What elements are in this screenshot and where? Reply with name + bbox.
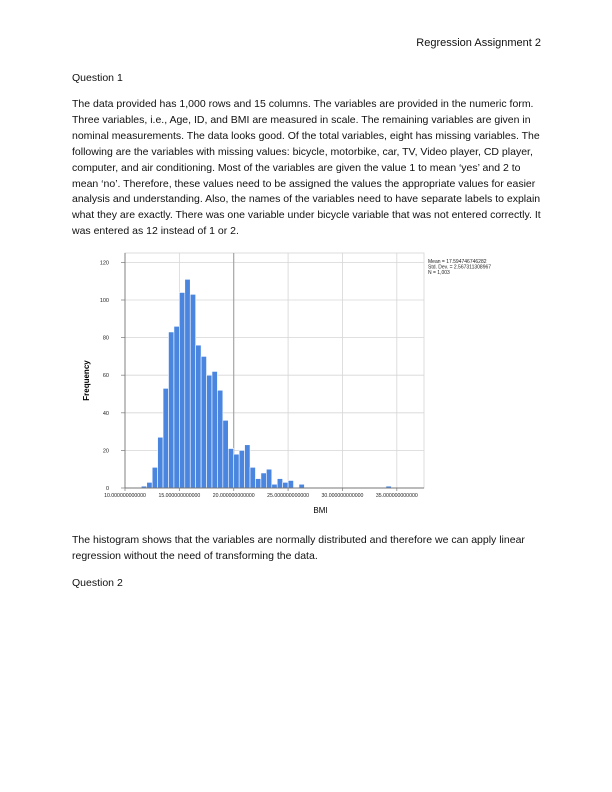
stats-line: N = 1,003 — [428, 270, 450, 277]
histogram-bar — [261, 473, 266, 488]
bmi-histogram — [72, 248, 492, 520]
stats-line: Mean = 17.5947467462​82 — [428, 259, 487, 265]
histogram-bar — [255, 479, 260, 488]
page-header: Regression Assignment 2 — [416, 37, 541, 49]
x-tick-label: 20.000000000000 — [212, 493, 255, 499]
conclusion-paragraph: The histogram shows that the variables are normally distributed and therefore we can apply linear regression without the need of transforming the data. — [72, 534, 525, 562]
histogram-bar — [283, 482, 288, 488]
histogram-bar — [272, 484, 277, 488]
histogram-bar — [185, 279, 190, 488]
histogram-bar — [245, 445, 250, 488]
x-axis-label: BMI — [313, 506, 328, 515]
histogram-bar — [174, 326, 179, 488]
histogram-bar — [201, 356, 206, 488]
histogram-bar — [234, 454, 239, 488]
histogram-bar — [207, 375, 212, 488]
histogram-bar — [190, 294, 195, 488]
histogram-bar — [288, 480, 293, 488]
histogram-bar — [228, 449, 233, 488]
histogram-svg — [72, 248, 492, 520]
x-tick-label: 30.000000000000 — [321, 493, 364, 499]
histogram-bar — [239, 450, 244, 488]
stats-line: Std. Dev. = 2.567311308967 — [428, 264, 492, 271]
x-tick-label: 35.000000000000 — [375, 493, 418, 499]
y-tick-label: 40 — [102, 410, 109, 417]
y-tick-label: 60 — [102, 373, 109, 380]
histogram-bar — [223, 420, 228, 488]
histogram-bar — [163, 388, 168, 488]
histogram-bar — [168, 332, 173, 488]
histogram-bar — [158, 437, 163, 488]
histogram-bar — [299, 484, 304, 488]
y-tick-label: 100 — [99, 298, 109, 304]
y-axis-label: Frequency — [82, 360, 91, 401]
y-tick-label: 120 — [99, 260, 109, 267]
y-tick-label: 0 — [105, 486, 109, 492]
histogram-bar — [196, 345, 201, 488]
histogram-bar — [212, 371, 217, 488]
histogram-bar — [152, 467, 157, 488]
x-tick-label: 15.000000000000 — [158, 493, 201, 499]
y-tick-label: 80 — [102, 335, 109, 342]
histogram-bar — [179, 292, 184, 488]
y-tick-label: 20 — [102, 448, 109, 455]
histogram-bar — [217, 390, 222, 488]
question-2-heading: Question 2 — [72, 577, 123, 589]
x-tick-label: 25.000000000000 — [267, 493, 310, 499]
question-1-heading: Question 1 — [72, 72, 123, 84]
histogram-bar — [250, 467, 255, 488]
question-1-paragraph: The data provided has 1,000 rows and 15 columns. The variables are provided in the numeric form. Three variables, i.e., Age, ID, and BMI are measured in scale. The remaining variables are given in nominal measurements. The data looks good. Of the total variables, eight has missing variables. The following are the variables with missing values: bicycle, motorbike, car, TV, Video player, CD player, computer, and air conditioning. Most of the variables are given the value 1 to mean ‘yes’ and 2 to mean ‘no’. Therefore, these values need to be assigned the values the appropriate values for easier analysis and understanding. Also, the names of the variables need to have separate labels to explain what they are exactly. There was one variable under bicycle variable that was not entered correctly. It was entered as 12 instead of 1 or 2. — [72, 98, 541, 238]
histogram-bar — [147, 482, 152, 488]
histogram-bar — [277, 479, 282, 488]
histogram-bar — [266, 469, 271, 488]
x-tick-label: 10.000000000000 — [104, 493, 146, 499]
